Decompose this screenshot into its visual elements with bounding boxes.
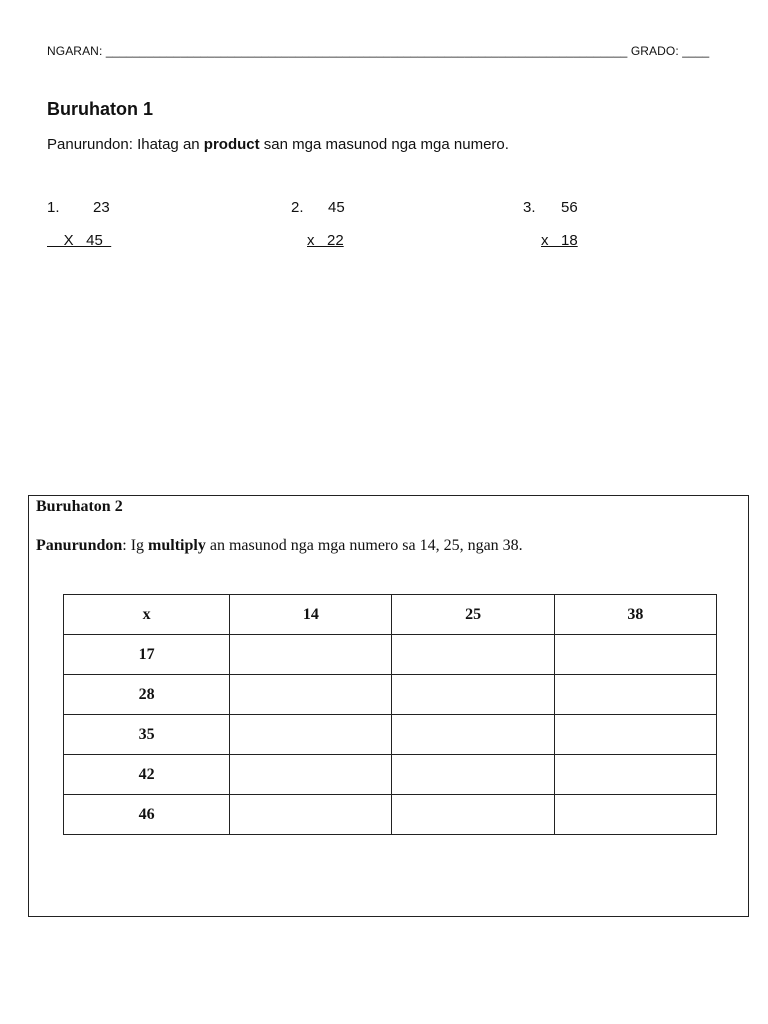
table-row (64, 755, 717, 795)
row-label: 42 (64, 755, 230, 795)
activity1-instruction (47, 136, 509, 153)
problem-number: 1. (47, 199, 60, 216)
table-row (64, 795, 717, 835)
answer-cell[interactable] (554, 715, 716, 755)
instruction-keyword: multiply (148, 537, 206, 554)
problem-number: 3. (523, 199, 536, 216)
name-label: NGARAN: (47, 44, 103, 58)
answer-cell[interactable] (554, 635, 716, 675)
multiplicand: 23 (93, 199, 110, 216)
answer-cell[interactable] (554, 755, 716, 795)
multiplier: x 22 (307, 232, 344, 249)
instruction-text-b: san mga masunod nga mga numero. (259, 136, 509, 153)
name-grade-line (47, 44, 717, 58)
answer-cell[interactable] (230, 795, 392, 835)
instruction-keyword: product (203, 136, 260, 153)
grade-blank[interactable]: ____ (682, 44, 710, 58)
problem-number: 2. (291, 199, 304, 216)
multiplicand: 56 (561, 199, 578, 216)
answer-cell[interactable] (392, 675, 554, 715)
answer-cell[interactable] (392, 795, 554, 835)
answer-cell[interactable] (554, 795, 716, 835)
table-row (64, 715, 717, 755)
activity1-title: Buruhaton 1 (47, 99, 153, 119)
multiplier: X 45 (47, 232, 112, 249)
row-label: 35 (64, 715, 230, 755)
instruction-text-a: Panurundon: Ihatag an (47, 136, 204, 153)
header-cell: 25 (392, 595, 554, 635)
instruction-label: Panurundon (36, 537, 123, 554)
header-cell-operator: x (64, 595, 230, 635)
header-row (64, 595, 717, 635)
multiplication-table (63, 594, 717, 835)
activity2-box (28, 495, 749, 917)
activity2-title: Buruhaton 2 (36, 498, 123, 515)
header-cell: 14 (230, 595, 392, 635)
answer-cell[interactable] (230, 715, 392, 755)
answer-cell[interactable] (554, 675, 716, 715)
answer-cell[interactable] (230, 635, 392, 675)
table-row (64, 675, 717, 715)
row-label: 28 (64, 675, 230, 715)
answer-cell[interactable] (392, 755, 554, 795)
multiplier: x 18 (541, 232, 578, 249)
answer-cell[interactable] (392, 715, 554, 755)
activity2-instruction (36, 537, 523, 555)
row-label: 46 (64, 795, 230, 835)
answer-cell[interactable] (230, 755, 392, 795)
multiplicand: 45 (328, 199, 345, 216)
name-blank[interactable]: _____________________________________________________________________________ (105, 44, 628, 58)
header-cell: 38 (554, 595, 716, 635)
row-label: 17 (64, 635, 230, 675)
grade-label: GRADO: (630, 44, 679, 58)
table-row (64, 635, 717, 675)
instruction-text-a: : Ig (122, 537, 149, 554)
answer-cell[interactable] (392, 635, 554, 675)
answer-cell[interactable] (230, 675, 392, 715)
instruction-text-b: an masunod nga mga numero sa 14, 25, ngan 38. (205, 537, 523, 554)
